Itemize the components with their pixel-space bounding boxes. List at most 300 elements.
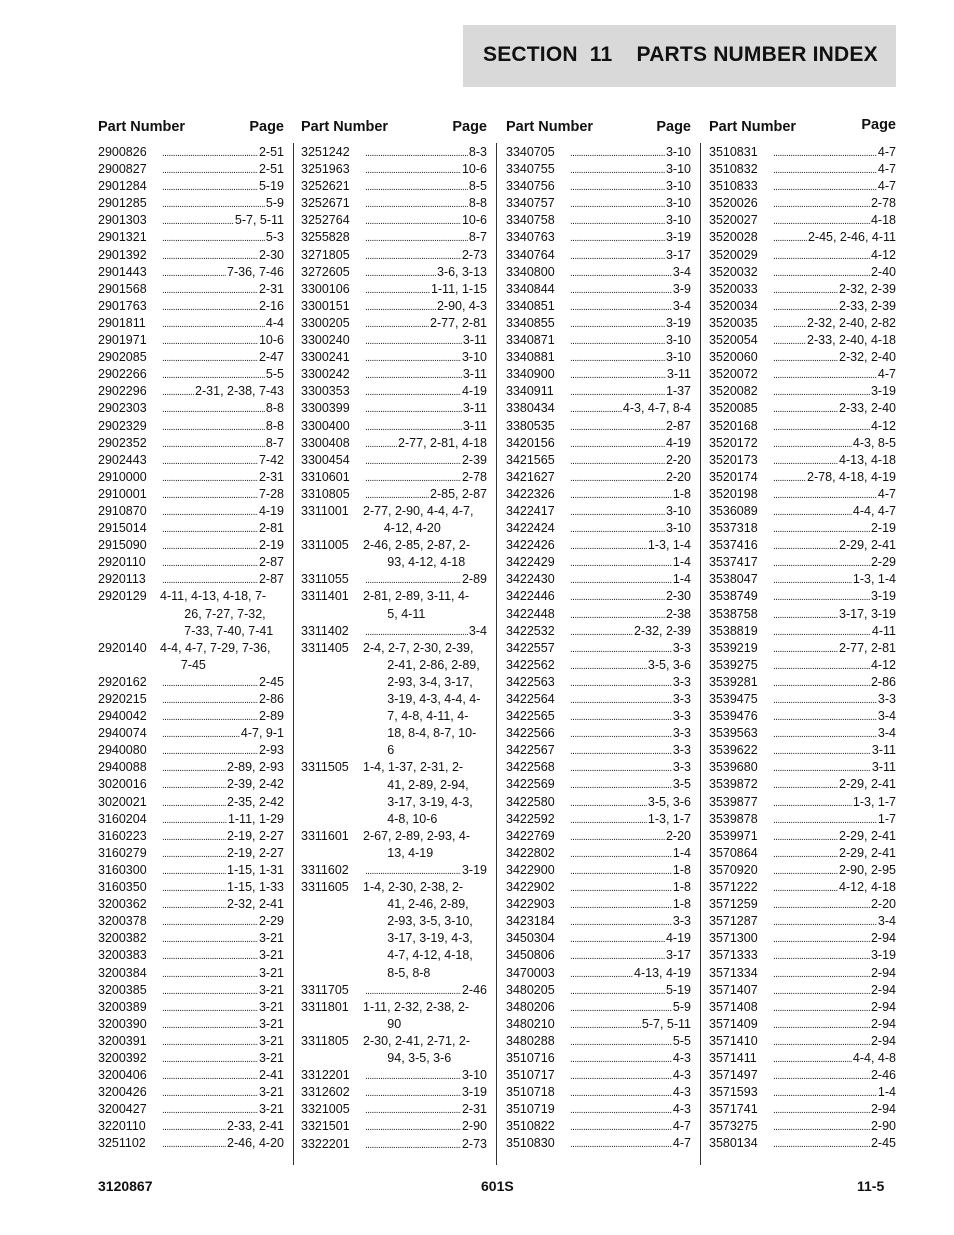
part-number: 3538749 xyxy=(709,589,758,604)
page-reference: . . . 2-93 xyxy=(258,742,284,759)
page-reference: . . . 4-12, 4-18 xyxy=(838,879,896,896)
part-number: 3422326 xyxy=(506,486,555,501)
page-references: 2-30, 2-41, 2-71, 2- 94, 3-5, 3-6 xyxy=(363,1033,471,1066)
dot-leader xyxy=(162,281,284,299)
part-number: 3020016 xyxy=(98,777,147,792)
part-number: 3421627 xyxy=(506,469,555,484)
dot-leader xyxy=(162,1084,284,1102)
dot-leader xyxy=(570,896,691,914)
page-reference: . . . 2-20 xyxy=(665,469,691,486)
part-number: 3200390 xyxy=(98,1016,147,1031)
part-number: 3160350 xyxy=(98,880,147,895)
index-entry xyxy=(301,1067,487,1084)
part-number: 3312602 xyxy=(301,1085,350,1100)
page-reference: . . . 5-3 xyxy=(265,229,284,246)
page-reference: . . . 2-31 xyxy=(258,469,284,486)
part-number: 3422568 xyxy=(506,760,555,775)
page-reference: . . . 1-11, 1-15 xyxy=(430,281,487,298)
page-reference: . . . 3-17, 3-19 xyxy=(838,606,896,623)
page-reference: . . . 2-94 xyxy=(870,1016,896,1033)
page-reference: . . . 2-32, 2-41 xyxy=(226,896,284,913)
part-number: 3311605 xyxy=(301,880,349,895)
part-number: 3520032 xyxy=(709,264,758,279)
page-reference: . . . 1-3, 1-7 xyxy=(647,811,691,828)
dot-leader xyxy=(773,913,896,931)
part-number: 3539219 xyxy=(709,640,758,655)
part-number: 3570920 xyxy=(709,862,758,877)
dot-leader xyxy=(773,657,896,675)
page-reference: . . . 1-4 xyxy=(672,554,691,571)
index-entry xyxy=(98,691,284,708)
part-number: 3571497 xyxy=(709,1068,758,1083)
part-number: 3271805 xyxy=(301,247,350,262)
page-references: 1-4, 1-37, 2-31, 2- 41, 2-89, 2-94, 3-17, 3-19, 4-3, 4-8, 10-6 xyxy=(363,760,473,826)
page-reference: . . . 3-3 xyxy=(672,725,691,742)
dot-leader xyxy=(773,212,896,230)
page-reference: . . . 4-4, 4-8 xyxy=(852,1050,896,1067)
dot-leader xyxy=(162,400,284,418)
dot-leader xyxy=(162,1033,284,1051)
page-reference: . . . 3-21 xyxy=(258,1101,284,1118)
dot-leader xyxy=(162,896,284,914)
index-entry xyxy=(709,879,896,896)
dot-leader xyxy=(365,383,487,401)
page-reference: . . . 3-10 xyxy=(665,503,691,520)
part-number: 3520168 xyxy=(709,418,758,433)
index-entry xyxy=(301,486,487,503)
part-number: 3322201 xyxy=(301,1136,350,1151)
page-reference: . . . 4-19 xyxy=(665,435,691,452)
page-reference: . . . 3-3 xyxy=(672,708,691,725)
index-entry xyxy=(98,366,284,383)
page-reference: . . . 3-21 xyxy=(258,999,284,1016)
dot-leader xyxy=(365,332,487,350)
index-entry xyxy=(301,298,487,315)
part-number: 3510718 xyxy=(506,1085,555,1100)
dot-leader xyxy=(773,281,896,299)
part-number: 2901321 xyxy=(98,230,147,245)
dot-leader xyxy=(570,1067,691,1085)
dot-leader xyxy=(773,349,896,367)
part-number: 3310805 xyxy=(301,486,350,501)
dot-leader xyxy=(773,982,896,1000)
part-number: 3422424 xyxy=(506,521,555,536)
dot-leader xyxy=(365,435,487,453)
index-entry xyxy=(98,418,284,435)
dot-leader xyxy=(570,298,691,316)
part-number: 2902266 xyxy=(98,367,147,382)
dot-leader xyxy=(570,1084,691,1102)
part-number: 3480288 xyxy=(506,1033,555,1048)
page-reference: . . . 2-32, 2-40, 2-82 xyxy=(806,315,896,332)
part-number: 3340800 xyxy=(506,264,555,279)
page-reference: . . . 8-8 xyxy=(468,195,487,212)
dot-leader xyxy=(570,606,691,624)
index-entry xyxy=(98,315,284,332)
part-number: 3380535 xyxy=(506,418,555,433)
dot-leader xyxy=(162,229,284,247)
dot-leader xyxy=(773,161,896,179)
part-number: 3520060 xyxy=(709,350,758,365)
part-number: 3510831 xyxy=(709,145,758,159)
dot-leader xyxy=(162,452,284,470)
index-entry xyxy=(301,640,487,760)
page-references: 4-4, 4-7, 7-29, 7-36, 7-45 xyxy=(160,640,271,672)
dot-leader xyxy=(773,400,896,418)
part-number: 3300242 xyxy=(301,367,350,382)
part-number: 3020021 xyxy=(98,794,147,809)
page-reference: . . . 2-94 xyxy=(870,982,896,999)
part-number: 3450806 xyxy=(506,948,555,963)
dot-leader xyxy=(162,469,284,487)
index-entry xyxy=(709,349,896,366)
dot-leader xyxy=(570,332,691,350)
part-number: 3571334 xyxy=(709,965,758,980)
index-entry xyxy=(506,366,691,383)
dot-leader xyxy=(570,315,691,333)
part-number: 3160223 xyxy=(98,828,147,843)
index-entry xyxy=(506,1067,691,1084)
dot-leader xyxy=(570,588,691,606)
part-number: 2901811 xyxy=(98,315,146,330)
part-number: 3538758 xyxy=(709,606,758,621)
index-entry xyxy=(709,366,896,383)
index-entry xyxy=(301,366,487,383)
dot-leader xyxy=(570,349,691,367)
dot-leader xyxy=(570,1135,691,1153)
page-reference: . . . 8-3 xyxy=(468,144,487,161)
page-reference: . . . 10-6 xyxy=(461,212,487,229)
dot-leader xyxy=(162,1118,284,1136)
part-number: 3422592 xyxy=(506,811,555,826)
dot-leader xyxy=(365,264,487,282)
index-entry xyxy=(709,725,896,742)
index-entry xyxy=(506,999,691,1016)
part-number: 3310601 xyxy=(301,469,350,484)
part-number: 3300408 xyxy=(301,435,350,450)
index-entry xyxy=(709,1135,896,1152)
part-number: 3571407 xyxy=(709,982,758,997)
section-title-box xyxy=(463,25,896,87)
page-reference: . . . 4-7 xyxy=(877,486,896,503)
index-entry xyxy=(98,794,284,811)
index-entry xyxy=(98,349,284,366)
dot-leader xyxy=(773,674,896,692)
page-reference: . . . 2-90 xyxy=(461,1118,487,1135)
part-number: 3539680 xyxy=(709,760,758,775)
page-reference: . . . 3-4 xyxy=(672,264,691,281)
part-number: 3571300 xyxy=(709,931,758,946)
page-reference: . . . 2-89 xyxy=(461,571,487,588)
page-reference: . . . 1-8 xyxy=(672,486,691,503)
part-number: 3537417 xyxy=(709,555,758,570)
dot-leader xyxy=(773,571,896,589)
page-reference: . . . 1-3, 1-4 xyxy=(647,537,691,554)
index-entry xyxy=(506,623,691,640)
page-reference: . . . 2-35, 2-42 xyxy=(226,794,284,811)
dot-leader xyxy=(570,247,691,265)
page-reference: . . . 2-46 xyxy=(461,982,487,999)
index-entry xyxy=(506,759,691,776)
index-entry xyxy=(709,486,896,503)
index-entry xyxy=(301,469,487,486)
footer-page-number: 11-5 xyxy=(857,1178,885,1194)
index-entry xyxy=(301,1118,487,1135)
dot-leader xyxy=(365,366,487,384)
part-number: 3520173 xyxy=(709,452,758,467)
index-entry xyxy=(709,896,896,913)
index-entry xyxy=(301,247,487,264)
page-reference: . . . 1-3, 1-4 xyxy=(852,571,896,588)
page-reference: . . . 2-29, 2-41 xyxy=(838,537,896,554)
dot-leader xyxy=(773,247,896,265)
page-reference: . . . 3-19 xyxy=(461,862,487,879)
dot-leader xyxy=(570,264,691,282)
dot-leader xyxy=(773,828,896,846)
page-reference: . . . 4-19 xyxy=(258,503,284,520)
index-entry xyxy=(301,195,487,212)
page-reference: . . . 2-51 xyxy=(258,144,284,161)
index-entry xyxy=(98,1016,284,1033)
dot-leader xyxy=(162,366,284,384)
part-number: 3300240 xyxy=(301,333,350,348)
index-entry xyxy=(301,1084,487,1101)
part-number: 3300241 xyxy=(301,350,350,365)
part-number-header: Part Number xyxy=(506,119,594,135)
index-entry xyxy=(506,212,691,229)
page-reference: . . . 3-4 xyxy=(877,725,896,742)
page-reference: . . . 2-19, 2-27 xyxy=(226,845,284,862)
dot-leader xyxy=(162,247,284,265)
part-number: 3422430 xyxy=(506,572,555,587)
index-entry xyxy=(98,1033,284,1050)
index-entry xyxy=(506,1118,691,1135)
page-reference: . . . 3-3 xyxy=(672,913,691,930)
index-entry xyxy=(709,281,896,298)
index-entry xyxy=(709,161,896,178)
page-reference: . . . 4-7 xyxy=(877,366,896,383)
dot-leader xyxy=(570,161,691,179)
page-reference: . . . 2-40 xyxy=(870,264,896,281)
dot-leader xyxy=(162,486,284,504)
part-number: 3510716 xyxy=(506,1050,555,1065)
dot-leader xyxy=(162,708,284,726)
dot-leader xyxy=(162,195,284,213)
dot-leader xyxy=(365,212,487,230)
index-entry xyxy=(98,759,284,776)
part-number: 2900827 xyxy=(98,162,147,177)
index-entry xyxy=(506,400,691,417)
part-number: 3321005 xyxy=(301,1102,350,1117)
part-number: 2920129 xyxy=(98,589,147,604)
part-number: 3520174 xyxy=(709,469,758,484)
dot-leader xyxy=(773,640,896,658)
dot-leader xyxy=(365,229,487,247)
part-number: 3520072 xyxy=(709,367,758,382)
page-reference: . . . 4-4 xyxy=(265,315,284,332)
part-number: 3340763 xyxy=(506,230,555,245)
index-entry xyxy=(506,1135,691,1152)
dot-leader xyxy=(162,691,284,709)
page-reference: . . . 2-33, 2-39 xyxy=(838,298,896,315)
page-reference: . . . 3-5 xyxy=(672,776,691,793)
page-reference: . . . 2-94 xyxy=(870,965,896,982)
part-number: 2901568 xyxy=(98,281,147,296)
dot-leader xyxy=(162,1016,284,1034)
index-entry xyxy=(709,657,896,674)
part-number: 3520033 xyxy=(709,281,758,296)
page-reference: . . . 3-3 xyxy=(672,691,691,708)
dot-leader xyxy=(773,930,896,948)
dot-leader xyxy=(773,845,896,863)
part-number: 3537318 xyxy=(709,521,758,536)
dot-leader xyxy=(773,623,896,641)
dot-leader xyxy=(162,776,284,794)
page-reference: . . . 4-7 xyxy=(672,1118,691,1135)
dot-leader xyxy=(570,759,691,777)
page-reference: . . . 3-10 xyxy=(665,144,691,161)
part-number: 3422580 xyxy=(506,794,555,809)
dot-leader xyxy=(162,759,284,777)
part-number: 3580134 xyxy=(709,1136,758,1151)
page-reference: . . . 3-11 xyxy=(871,759,896,776)
index-entry xyxy=(98,965,284,982)
part-number: 3510717 xyxy=(506,1068,555,1083)
part-number: 2920110 xyxy=(98,555,146,570)
part-number: 3340756 xyxy=(506,179,555,194)
index-entry xyxy=(301,623,487,640)
part-number: 3539971 xyxy=(709,828,758,843)
page-reference: . . . 3-11 xyxy=(462,366,487,383)
index-entry xyxy=(506,691,691,708)
part-number: 3311801 xyxy=(301,999,349,1014)
index-entry xyxy=(709,623,896,640)
part-number: 3520026 xyxy=(709,196,758,211)
index-entry xyxy=(506,725,691,742)
index-entry xyxy=(301,229,487,246)
index-entry xyxy=(506,845,691,862)
dot-leader xyxy=(570,862,691,880)
page-reference: . . . 4-7 xyxy=(877,161,896,178)
page-reference: . . . 3-4 xyxy=(468,623,487,640)
part-number: 3571287 xyxy=(709,914,758,929)
part-number: 3421565 xyxy=(506,452,555,467)
index-entry xyxy=(506,332,691,349)
dot-leader xyxy=(570,178,691,196)
part-number: 3422566 xyxy=(506,726,555,741)
part-number: 3520172 xyxy=(709,435,758,450)
dot-leader xyxy=(570,212,691,230)
dot-leader xyxy=(773,229,896,247)
part-number: 3536089 xyxy=(709,503,758,518)
index-entry xyxy=(98,400,284,417)
page-reference: . . . 3-10 xyxy=(665,349,691,366)
part-number: 3311001 xyxy=(301,503,349,518)
dot-leader xyxy=(570,1016,691,1034)
index-entry xyxy=(301,144,487,161)
index-entry xyxy=(98,383,284,400)
part-number: 3340758 xyxy=(506,213,555,228)
index-entry xyxy=(98,947,284,964)
part-number: 3251242 xyxy=(301,145,350,159)
dot-leader xyxy=(162,537,284,555)
index-entry xyxy=(98,1067,284,1084)
index-entry xyxy=(98,828,284,845)
index-entry xyxy=(709,1101,896,1118)
page-reference: . . . 1-3, 1-7 xyxy=(852,794,896,811)
part-number: 3422557 xyxy=(506,640,555,655)
index-entry xyxy=(709,982,896,999)
page-reference: . . . 3-3 xyxy=(672,674,691,691)
page-reference: . . . 2-45 xyxy=(870,1135,896,1152)
part-number: 3200385 xyxy=(98,982,147,997)
page-reference: . . . 5-9 xyxy=(265,195,284,212)
page-header: Page xyxy=(656,119,691,135)
page-reference: . . . 2-86 xyxy=(870,674,896,691)
dot-leader xyxy=(162,1101,284,1119)
part-number: 3311405 xyxy=(301,640,349,655)
index-entry xyxy=(709,503,896,520)
column-divider xyxy=(496,143,497,1165)
dot-leader xyxy=(773,999,896,1017)
part-number: 3300454 xyxy=(301,452,350,467)
index-entry xyxy=(301,828,487,862)
index-entry xyxy=(98,520,284,537)
dot-leader xyxy=(773,588,896,606)
page-reference: . . . 4-3 xyxy=(672,1101,691,1118)
dot-leader xyxy=(570,742,691,760)
index-entry xyxy=(98,1118,284,1135)
part-number: 3200362 xyxy=(98,897,147,912)
index-entry xyxy=(709,930,896,947)
dot-leader xyxy=(570,1118,691,1136)
part-number: 3200389 xyxy=(98,999,147,1014)
page-reference: . . . 5-7, 5-11 xyxy=(641,1016,691,1033)
dot-leader xyxy=(162,862,284,880)
index-entry xyxy=(506,606,691,623)
page-reference: . . . 2-46, 4-20 xyxy=(226,1135,284,1152)
dot-leader xyxy=(365,1136,487,1154)
dot-leader xyxy=(365,452,487,470)
index-entry xyxy=(709,469,896,486)
index-entry xyxy=(506,486,691,503)
part-number: 2901443 xyxy=(98,264,147,279)
part-number: 3510719 xyxy=(506,1102,555,1117)
index-entry xyxy=(709,383,896,400)
index-entry xyxy=(98,161,284,178)
part-number: 3311005 xyxy=(301,538,349,553)
part-number: 2902296 xyxy=(98,384,147,399)
dot-leader xyxy=(162,383,284,401)
part-number: 3520082 xyxy=(709,384,758,399)
page-reference: . . . 3-19 xyxy=(870,588,896,605)
dot-leader xyxy=(773,947,896,965)
index-entry xyxy=(709,794,896,811)
part-number: 3200406 xyxy=(98,1068,147,1083)
index-entry xyxy=(98,913,284,930)
index-entry xyxy=(506,776,691,793)
part-number: 2901763 xyxy=(98,298,147,313)
page-reference: . . . 2-33, 2-40, 4-18 xyxy=(806,332,896,349)
dot-leader xyxy=(365,571,487,589)
index-entry xyxy=(301,315,487,332)
index-entry xyxy=(98,178,284,195)
page-reference: . . . 5-19 xyxy=(665,982,691,999)
index-entry xyxy=(98,845,284,862)
page-reference: . . . 4-11 xyxy=(871,623,896,640)
page-reference: . . . 8-5 xyxy=(468,178,487,195)
page-reference: . . . 2-38 xyxy=(665,606,691,623)
